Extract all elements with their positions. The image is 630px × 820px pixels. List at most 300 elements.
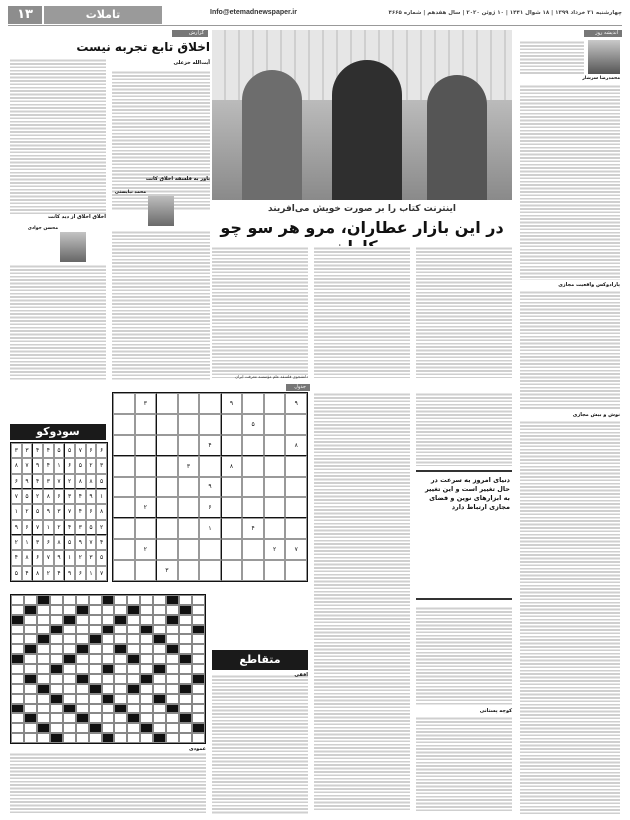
crossword-cell[interactable]: [102, 674, 115, 684]
crossword-cell[interactable]: [153, 654, 166, 664]
sudoku-puzzle-grid[interactable]: [112, 392, 308, 582]
sudoku-cell[interactable]: [113, 477, 135, 498]
crossword-cell[interactable]: [37, 654, 50, 664]
sudoku-cell[interactable]: [135, 560, 157, 581]
sudoku-cell[interactable]: [113, 497, 135, 518]
sudoku-cell[interactable]: [135, 435, 157, 456]
sudoku-cell[interactable]: [242, 539, 264, 560]
crossword-cell[interactable]: [63, 634, 76, 644]
crossword-cell[interactable]: [63, 723, 76, 733]
sudoku-cell: ۶: [11, 474, 22, 489]
left-text-col2b: [112, 230, 210, 380]
crossword-cell[interactable]: [140, 644, 153, 654]
sudoku-cell: ۴: [64, 520, 75, 535]
left-kicker: گزارش: [172, 30, 208, 37]
crossword-cell[interactable]: [192, 694, 205, 704]
crossword-cell[interactable]: [76, 733, 89, 743]
crossword-cell[interactable]: [37, 605, 50, 615]
crossword-cell[interactable]: [153, 684, 166, 694]
sudoku-cell: ۸: [96, 504, 107, 519]
sudoku-cell[interactable]: ۹: [285, 393, 307, 414]
crossword-cell[interactable]: [192, 634, 205, 644]
crossword-black-cell: [24, 674, 37, 684]
crossword-cell[interactable]: [63, 625, 76, 635]
bottom-subhead: کوچه پستانی: [479, 708, 512, 714]
crossword-cell[interactable]: [140, 694, 153, 704]
crossword-cell[interactable]: [153, 595, 166, 605]
crossword-cell[interactable]: [166, 654, 179, 664]
crossword-cell[interactable]: [179, 625, 192, 635]
sudoku-cell[interactable]: ۷: [285, 539, 307, 560]
crossword-cell[interactable]: [192, 595, 205, 605]
crossword-cell[interactable]: [50, 595, 63, 605]
crossword-cell[interactable]: [127, 634, 140, 644]
crossword-cell[interactable]: [63, 733, 76, 743]
sudoku-cell[interactable]: ۱: [199, 518, 221, 539]
sudoku-cell[interactable]: [285, 456, 307, 477]
crossword-cell[interactable]: [11, 713, 24, 723]
crossword-cell[interactable]: [179, 694, 192, 704]
sudoku-cell[interactable]: [264, 435, 286, 456]
crossword-black-cell: [166, 704, 179, 714]
crossword-cell[interactable]: [50, 644, 63, 654]
crossword-cell[interactable]: [50, 713, 63, 723]
crossword-cell[interactable]: [11, 595, 24, 605]
crossword-cell[interactable]: [153, 644, 166, 654]
crossword-cell[interactable]: [63, 684, 76, 694]
sudoku-cell[interactable]: [199, 560, 221, 581]
crossword-cell[interactable]: [102, 634, 115, 644]
crossword-cell[interactable]: [50, 674, 63, 684]
crossword-cell[interactable]: [76, 615, 89, 625]
sudoku-cell[interactable]: ۹: [221, 393, 243, 414]
crossword-cell[interactable]: [166, 664, 179, 674]
crossword-cell[interactable]: [179, 664, 192, 674]
crossword-cell[interactable]: [114, 733, 127, 743]
crossword-cell[interactable]: [114, 723, 127, 733]
right-text-top: [520, 40, 584, 74]
crossword-cell[interactable]: [166, 605, 179, 615]
crossword-cell[interactable]: [50, 615, 63, 625]
crossword-cell[interactable]: [76, 684, 89, 694]
crossword-cell[interactable]: [140, 713, 153, 723]
sudoku-cell[interactable]: [199, 456, 221, 477]
crossword-cell[interactable]: [11, 634, 24, 644]
crossword-cell[interactable]: [192, 704, 205, 714]
sudoku-cell[interactable]: ۳: [178, 456, 200, 477]
crossword-cell[interactable]: [153, 713, 166, 723]
crossword-cell[interactable]: [76, 595, 89, 605]
crossword-cell[interactable]: [76, 654, 89, 664]
crossword-cell[interactable]: [166, 723, 179, 733]
crossword-cell[interactable]: [11, 664, 24, 674]
crossword-cell[interactable]: [24, 664, 37, 674]
crossword-cell[interactable]: [63, 713, 76, 723]
crossword-cell[interactable]: [24, 684, 37, 694]
sudoku-cell[interactable]: [221, 477, 243, 498]
crossword-cell[interactable]: [11, 674, 24, 684]
crossword-cell[interactable]: [37, 694, 50, 704]
crossword-cell[interactable]: [24, 625, 37, 635]
crossword-cell[interactable]: [76, 723, 89, 733]
crossword-cell[interactable]: [127, 595, 140, 605]
crossword-cell[interactable]: [89, 644, 102, 654]
crossword-black-cell: [127, 654, 140, 664]
crossword-cell[interactable]: [102, 723, 115, 733]
sudoku-cell: ۴: [22, 566, 33, 581]
sudoku-cell: ۳: [96, 458, 107, 473]
sudoku-cell[interactable]: [199, 393, 221, 414]
sudoku-cell[interactable]: [242, 477, 264, 498]
sudoku-cell[interactable]: [221, 539, 243, 560]
crossword-cell[interactable]: [102, 605, 115, 615]
crossword-cell[interactable]: [114, 605, 127, 615]
crossword-cell[interactable]: [153, 625, 166, 635]
crossword-cell[interactable]: [50, 654, 63, 664]
sudoku-cell: ۴: [54, 566, 65, 581]
crossword-cell[interactable]: [114, 694, 127, 704]
sudoku-cell[interactable]: [156, 393, 178, 414]
sudoku-title: سودوکو: [36, 425, 80, 438]
crossword-cell[interactable]: [89, 704, 102, 714]
crossword-cell[interactable]: [102, 615, 115, 625]
main-byline: دانشجوی فلسفه علم مؤسسه معرفت ایران: [235, 374, 308, 379]
sudoku-cell[interactable]: [242, 560, 264, 581]
sudoku-cell[interactable]: [264, 518, 286, 539]
sudoku-cell: ۳: [32, 535, 43, 550]
right-kicker: اندیشه روز: [584, 30, 622, 37]
crossword-cell[interactable]: [50, 684, 63, 694]
crossword-cell[interactable]: [127, 733, 140, 743]
crossword-cell[interactable]: [24, 733, 37, 743]
sudoku-cell[interactable]: [221, 560, 243, 581]
clues-down-label: عمودی: [188, 746, 206, 752]
crossword-cell[interactable]: [76, 625, 89, 635]
crossword-cell[interactable]: [166, 733, 179, 743]
sudoku-cell[interactable]: [242, 497, 264, 518]
crossword-cell[interactable]: [76, 634, 89, 644]
sudoku-cell[interactable]: ۹: [199, 477, 221, 498]
sudoku-cell[interactable]: [156, 539, 178, 560]
crossword-cell[interactable]: [11, 605, 24, 615]
crossword-cell[interactable]: [166, 684, 179, 694]
crossword-cell[interactable]: [24, 615, 37, 625]
sudoku-cell[interactable]: [156, 456, 178, 477]
sudoku-cell[interactable]: [113, 539, 135, 560]
crossword-cell[interactable]: [166, 713, 179, 723]
crossword-cell[interactable]: [166, 625, 179, 635]
sudoku-cell: ۸: [86, 474, 97, 489]
crossword-black-cell: [37, 595, 50, 605]
crossword-cell[interactable]: [140, 664, 153, 674]
sudoku-cell: ۶: [86, 504, 97, 519]
crossword-cell[interactable]: [37, 674, 50, 684]
crossword-cell[interactable]: [50, 634, 63, 644]
crossword-cell[interactable]: [192, 654, 205, 664]
crossword-cell[interactable]: [102, 644, 115, 654]
crossword-cell[interactable]: [127, 704, 140, 714]
crossword-cell[interactable]: [89, 595, 102, 605]
crossword-cell[interactable]: [114, 674, 127, 684]
sudoku-cell[interactable]: [199, 414, 221, 435]
sudoku-cell[interactable]: [285, 477, 307, 498]
sudoku-cell[interactable]: [113, 393, 135, 414]
sudoku-cell[interactable]: ۳: [135, 393, 157, 414]
sudoku-cell[interactable]: [221, 414, 243, 435]
dateline: چهارشنبه ۲۱ خرداد ۱۳۹۹ | ۱۸ شوال ۱۴۴۱ | ۱۰ ژوئن ۲۰۲۰ | سال هفدهم | شماره ۴۶۶۵: [388, 10, 622, 16]
crossword-black-cell: [192, 723, 205, 733]
crossword-cell[interactable]: [37, 704, 50, 714]
crossword-cell[interactable]: [127, 644, 140, 654]
crossword-cell[interactable]: [140, 595, 153, 605]
crossword-cell[interactable]: [153, 605, 166, 615]
crossword-cell[interactable]: [114, 625, 127, 635]
sudoku-cell[interactable]: [156, 435, 178, 456]
sudoku-cell[interactable]: [113, 414, 135, 435]
crossword-cell[interactable]: [114, 654, 127, 664]
crossword-cell[interactable]: [153, 723, 166, 733]
crossword-cell[interactable]: [179, 615, 192, 625]
sudoku-cell: ۳: [43, 474, 54, 489]
sudoku-cell[interactable]: [135, 456, 157, 477]
sudoku-cell[interactable]: [199, 539, 221, 560]
sudoku-cell[interactable]: [264, 414, 286, 435]
sudoku-cell[interactable]: ۸: [285, 435, 307, 456]
sudoku-cell[interactable]: ۲: [264, 539, 286, 560]
sudoku-cell: ۹: [43, 504, 54, 519]
crossword-cell[interactable]: [114, 684, 127, 694]
crossword-cell[interactable]: [179, 674, 192, 684]
crossword-cell[interactable]: [11, 733, 24, 743]
crossword-cell[interactable]: [140, 733, 153, 743]
crossword-cell[interactable]: [37, 644, 50, 654]
sudoku-cell[interactable]: ۴: [242, 518, 264, 539]
crossword-cell[interactable]: [140, 654, 153, 664]
crossword-cell[interactable]: [63, 664, 76, 674]
sudoku-cell[interactable]: [178, 560, 200, 581]
sudoku-cell: ۹: [11, 520, 22, 535]
crossword-cell[interactable]: [179, 644, 192, 654]
crossword-cell[interactable]: [63, 644, 76, 654]
crossword-cell[interactable]: [76, 704, 89, 714]
sudoku-cell[interactable]: [178, 393, 200, 414]
crossword-cell[interactable]: [102, 684, 115, 694]
crossword-cell[interactable]: [192, 644, 205, 654]
crossword-cell[interactable]: [166, 694, 179, 704]
crossword-cell[interactable]: [179, 733, 192, 743]
crossword-cell[interactable]: [140, 704, 153, 714]
crossword-cell[interactable]: [24, 704, 37, 714]
sudoku-cell: ۵: [22, 489, 33, 504]
crossword-cell[interactable]: [127, 664, 140, 674]
sudoku-cell: ۳: [64, 489, 75, 504]
crossword-cell[interactable]: [63, 674, 76, 684]
crossword-black-cell: [140, 674, 153, 684]
sudoku-cell[interactable]: [178, 497, 200, 518]
crossword-cell[interactable]: [89, 615, 102, 625]
crossword-cell[interactable]: [114, 634, 127, 644]
sudoku-cell[interactable]: [156, 477, 178, 498]
crossword-cell[interactable]: [89, 654, 102, 664]
crossword-cell[interactable]: [140, 605, 153, 615]
crossword-title-box: [212, 650, 308, 670]
sudoku-cell[interactable]: ۳: [156, 560, 178, 581]
sudoku-cell[interactable]: [221, 497, 243, 518]
crossword-cell[interactable]: [179, 634, 192, 644]
crossword-cell[interactable]: [127, 615, 140, 625]
sudoku-cell[interactable]: ۵: [242, 414, 264, 435]
crossword-cell[interactable]: [37, 664, 50, 674]
sudoku-cell: ۴: [43, 458, 54, 473]
crossword-cell[interactable]: [89, 713, 102, 723]
sudoku-cell[interactable]: [113, 560, 135, 581]
sudoku-cell[interactable]: [264, 560, 286, 581]
crossword-cell[interactable]: [192, 733, 205, 743]
sudoku-cell[interactable]: [221, 435, 243, 456]
crossword-cell[interactable]: [102, 654, 115, 664]
crossword-cell[interactable]: [192, 605, 205, 615]
crossword-cell[interactable]: [89, 664, 102, 674]
crossword-cell[interactable]: [63, 595, 76, 605]
sudoku-cell: ۴: [32, 443, 43, 458]
sudoku-cell[interactable]: ۲: [135, 497, 157, 518]
crossword-cell[interactable]: [63, 694, 76, 704]
crossword-cell[interactable]: [37, 733, 50, 743]
crossword-cell[interactable]: [50, 605, 63, 615]
crossword-cell[interactable]: [140, 615, 153, 625]
crossword-cell[interactable]: [102, 713, 115, 723]
sudoku-cell: ۹: [86, 489, 97, 504]
sudoku-cell[interactable]: [156, 414, 178, 435]
crossword-cell[interactable]: [76, 694, 89, 704]
crossword-cell[interactable]: [153, 615, 166, 625]
sudoku-cell[interactable]: [285, 518, 307, 539]
crossword-cell[interactable]: [127, 723, 140, 733]
crossword-cell[interactable]: [89, 625, 102, 635]
sudoku-cell[interactable]: [178, 435, 200, 456]
masthead-rule: [8, 25, 622, 26]
sudoku-cell[interactable]: [264, 393, 286, 414]
crossword-cell[interactable]: [166, 674, 179, 684]
crossword-cell[interactable]: [24, 595, 37, 605]
sudoku-cell[interactable]: ۴: [199, 435, 221, 456]
crossword-cell[interactable]: [50, 723, 63, 733]
crossword-cell[interactable]: [166, 634, 179, 644]
email[interactable]: Info@etemadnewspaper.ir: [210, 9, 297, 16]
crossword-cell[interactable]: [24, 654, 37, 664]
sudoku-cell[interactable]: [178, 477, 200, 498]
crossword-cell[interactable]: [192, 664, 205, 674]
crossword-black-cell: [140, 723, 153, 733]
sudoku-cell[interactable]: ۲: [135, 539, 157, 560]
crossword-black-cell: [102, 694, 115, 704]
crossword-black-cell: [50, 625, 63, 635]
crossword-cell[interactable]: [24, 634, 37, 644]
crossword-black-cell: [11, 704, 24, 714]
sudoku-cell[interactable]: [113, 518, 135, 539]
sudoku-cell[interactable]: [178, 539, 200, 560]
crossword-cell[interactable]: [89, 733, 102, 743]
crossword-cell[interactable]: [192, 713, 205, 723]
crossword-cell[interactable]: [89, 605, 102, 615]
sudoku-cell[interactable]: [156, 497, 178, 518]
sudoku-cell[interactable]: [221, 518, 243, 539]
crossword-cell[interactable]: [37, 615, 50, 625]
crossword-cell[interactable]: [24, 723, 37, 733]
author-photo-3: [60, 232, 86, 262]
sudoku-cell[interactable]: [156, 518, 178, 539]
sudoku-cell: ۲: [96, 520, 107, 535]
sudoku-cell[interactable]: [285, 497, 307, 518]
crossword-cell[interactable]: [37, 625, 50, 635]
crossword-cell[interactable]: [179, 704, 192, 714]
crossword-grid[interactable]: [10, 594, 206, 744]
crossword-cell[interactable]: [153, 674, 166, 684]
crossword-cell[interactable]: [89, 674, 102, 684]
crossword-black-cell: [153, 733, 166, 743]
crossword-cell[interactable]: [114, 713, 127, 723]
sudoku-cell[interactable]: [264, 456, 286, 477]
sudoku-cell[interactable]: [242, 393, 264, 414]
crossword-black-cell: [102, 664, 115, 674]
sudoku-cell[interactable]: [285, 560, 307, 581]
crossword-cell[interactable]: [114, 664, 127, 674]
crossword-cell[interactable]: [89, 694, 102, 704]
crossword-cell[interactable]: [140, 634, 153, 644]
crossword-cell[interactable]: [11, 644, 24, 654]
sudoku-cell[interactable]: [242, 456, 264, 477]
crossword-cell[interactable]: [37, 713, 50, 723]
sudoku-cell[interactable]: [264, 477, 286, 498]
sudoku-cell[interactable]: [135, 414, 157, 435]
sudoku-cell[interactable]: [264, 497, 286, 518]
crossword-cell[interactable]: [192, 615, 205, 625]
sudoku-cell[interactable]: [113, 435, 135, 456]
crossword-cell[interactable]: [50, 704, 63, 714]
crossword-cell[interactable]: [76, 664, 89, 674]
sudoku-cell[interactable]: [178, 414, 200, 435]
sudoku-cell[interactable]: [242, 435, 264, 456]
sudoku-cell: ۴: [11, 550, 22, 565]
crossword-cell[interactable]: [24, 694, 37, 704]
crossword-cell[interactable]: [153, 704, 166, 714]
crossword-cell[interactable]: [140, 684, 153, 694]
sudoku-cell[interactable]: [178, 518, 200, 539]
crossword-cell[interactable]: [127, 694, 140, 704]
crossword-cell[interactable]: [192, 684, 205, 694]
sudoku-cell[interactable]: [113, 456, 135, 477]
sudoku-cell[interactable]: [135, 477, 157, 498]
crossword-cell[interactable]: [179, 595, 192, 605]
crossword-cell[interactable]: [11, 684, 24, 694]
crossword-cell[interactable]: [102, 704, 115, 714]
crossword-black-cell: [11, 654, 24, 664]
sudoku-cell[interactable]: ۸: [221, 456, 243, 477]
crossword-cell[interactable]: [11, 625, 24, 635]
sudoku-cell: ۷: [75, 443, 86, 458]
crossword-cell[interactable]: [127, 674, 140, 684]
crossword-cell[interactable]: [11, 723, 24, 733]
sudoku-cell[interactable]: [285, 414, 307, 435]
crossword-cell[interactable]: [127, 625, 140, 635]
crossword-cell[interactable]: [114, 595, 127, 605]
crossword-cell[interactable]: [11, 694, 24, 704]
crossword-cell[interactable]: [63, 605, 76, 615]
sudoku-cell[interactable]: ۶: [199, 497, 221, 518]
sudoku-cell: ۶: [86, 443, 97, 458]
crossword-cell[interactable]: [179, 723, 192, 733]
sudoku-cell[interactable]: [135, 518, 157, 539]
